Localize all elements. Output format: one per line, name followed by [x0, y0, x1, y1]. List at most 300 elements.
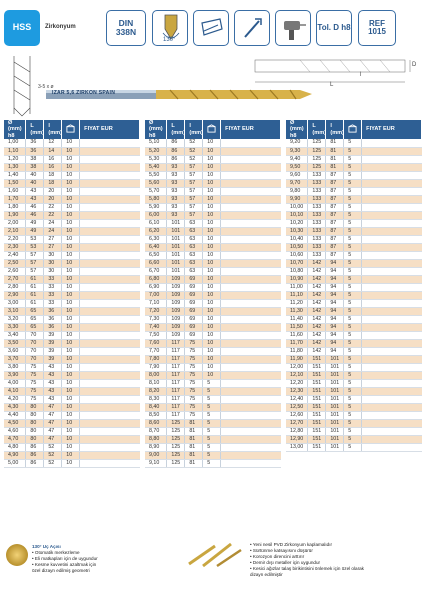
- table-row: [145, 171, 281, 179]
- table-cell: 30: [44, 259, 62, 267]
- price-cell: [221, 211, 281, 219]
- tolerance-badge: Tol. D h8: [316, 10, 352, 46]
- table-cell: 12,90: [286, 435, 308, 443]
- table-cell: 10,90: [286, 275, 308, 283]
- table-cell: 5: [344, 395, 362, 403]
- table-cell: 151: [308, 387, 326, 395]
- column-header: FIYAT EUR: [362, 120, 422, 139]
- table-row: [145, 411, 281, 419]
- table-cell: 10: [203, 283, 221, 291]
- table-cell: 5,30: [145, 155, 167, 163]
- table-cell: 5: [344, 331, 362, 339]
- table-cell: 5: [344, 387, 362, 395]
- table-cell: 109: [167, 307, 185, 315]
- table-cell: 117: [167, 371, 185, 379]
- table-cell: 80: [26, 403, 44, 411]
- right-feature-item: • Kesici ağızlar talaş birikintisini önlemek için özel olarak: [250, 566, 364, 571]
- table-row: [286, 403, 422, 411]
- table-cell: 38: [26, 155, 44, 163]
- table-cell: 61: [26, 299, 44, 307]
- table-cell: 94: [326, 323, 344, 331]
- table-row: [145, 203, 281, 211]
- price-cell: [80, 307, 140, 315]
- table-header-row: [145, 120, 281, 139]
- table-cell: 6,20: [145, 227, 167, 235]
- table-cell: 9,40: [286, 155, 308, 163]
- price-cell: [80, 379, 140, 387]
- table-cell: 1,10: [4, 147, 26, 155]
- table-cell: 5: [344, 371, 362, 379]
- table-cell: 93: [167, 171, 185, 179]
- table-cell: 9,70: [286, 179, 308, 187]
- price-cell: [221, 139, 281, 147]
- rotation-icon: [234, 10, 270, 46]
- shank-note: 3-5 x ø: [38, 84, 54, 90]
- table-cell: 8,60: [145, 419, 167, 427]
- table-cell: 47: [44, 411, 62, 419]
- table-row: [4, 203, 140, 211]
- table-cell: 36: [44, 315, 62, 323]
- table-row: [4, 387, 140, 395]
- table-cell: 10: [203, 307, 221, 315]
- table-cell: 20: [44, 195, 62, 203]
- table-cell: 22: [44, 211, 62, 219]
- table-cell: 5: [344, 171, 362, 179]
- table-cell: 43: [26, 187, 44, 195]
- table-cell: 142: [308, 275, 326, 283]
- table-cell: 5,00: [4, 459, 26, 467]
- table-cell: 10: [62, 299, 80, 307]
- table-cell: 5: [344, 299, 362, 307]
- table-row: [286, 163, 422, 171]
- right-features: [250, 542, 420, 578]
- table-cell: 5: [344, 379, 362, 387]
- table-cell: 5: [344, 267, 362, 275]
- price-cell: [80, 427, 140, 435]
- table-cell: 30: [44, 251, 62, 259]
- column-header: Ø (mm) h8: [145, 120, 167, 139]
- table-cell: 40: [26, 171, 44, 179]
- table-cell: 10: [62, 363, 80, 371]
- table-cell: 5: [344, 203, 362, 211]
- table-row: [145, 419, 281, 427]
- price-cell: [362, 251, 422, 259]
- table-cell: 10: [62, 315, 80, 323]
- table-cell: 10: [62, 259, 80, 267]
- table-cell: 5: [203, 403, 221, 411]
- table-cell: 5: [344, 275, 362, 283]
- table-row: [4, 347, 140, 355]
- table-cell: 1,60: [4, 187, 26, 195]
- table-cell: 4,20: [4, 395, 26, 403]
- price-cell: [80, 323, 140, 331]
- table-cell: 10: [62, 171, 80, 179]
- table-cell: 93: [167, 203, 185, 211]
- table-row: [286, 323, 422, 331]
- table-row: [145, 443, 281, 451]
- table-row: [145, 307, 281, 315]
- table-row: [145, 187, 281, 195]
- table-cell: 69: [185, 299, 203, 307]
- table-cell: 18: [44, 179, 62, 187]
- table-cell: 5: [344, 211, 362, 219]
- table-cell: 81: [185, 443, 203, 451]
- table-row: [286, 139, 422, 147]
- table-row: [4, 395, 140, 403]
- table-cell: 8,30: [145, 395, 167, 403]
- price-cell: [80, 443, 140, 451]
- column-header: [62, 120, 80, 139]
- table-row: [145, 315, 281, 323]
- table-cell: 109: [167, 315, 185, 323]
- left-feature-title: 130° Uç Açısı: [32, 544, 61, 549]
- price-cell: [362, 387, 422, 395]
- price-cell: [221, 195, 281, 203]
- table-cell: 5: [344, 219, 362, 227]
- table-cell: 5: [344, 187, 362, 195]
- table-cell: 9,80: [286, 187, 308, 195]
- price-cell: [80, 355, 140, 363]
- table-cell: 36: [26, 139, 44, 147]
- table-cell: 75: [185, 395, 203, 403]
- table-cell: 36: [44, 307, 62, 315]
- table-cell: 10: [203, 219, 221, 227]
- pack-quantity-icon: [348, 124, 357, 133]
- price-cell: [80, 363, 140, 371]
- table-cell: 69: [185, 291, 203, 299]
- table-cell: 1,90: [4, 211, 26, 219]
- table-cell: 10: [62, 371, 80, 379]
- price-cell: [221, 315, 281, 323]
- table-cell: 142: [308, 259, 326, 267]
- table-cell: 57: [185, 171, 203, 179]
- table-cell: 94: [326, 299, 344, 307]
- table-cell: 75: [185, 387, 203, 395]
- table-row: [286, 235, 422, 243]
- price-cell: [80, 451, 140, 459]
- table-cell: 142: [308, 339, 326, 347]
- table-cell: 5: [344, 419, 362, 427]
- table-cell: 5: [344, 291, 362, 299]
- table-cell: 125: [308, 147, 326, 155]
- table-cell: 86: [167, 155, 185, 163]
- table-cell: 94: [326, 347, 344, 355]
- price-cell: [221, 379, 281, 387]
- table-cell: 10,80: [286, 267, 308, 275]
- table-cell: 9,00: [145, 451, 167, 459]
- price-cell: [80, 235, 140, 243]
- left-feature-item: özel dizayn edilmiş geometri: [32, 568, 90, 573]
- table-cell: 81: [326, 139, 344, 147]
- price-cell: [80, 411, 140, 419]
- table-row: [145, 427, 281, 435]
- table-cell: 133: [308, 243, 326, 251]
- table-row: [4, 323, 140, 331]
- table-cell: 10: [62, 387, 80, 395]
- table-row: [145, 259, 281, 267]
- table-cell: 13,00: [286, 443, 308, 451]
- table-row: [4, 315, 140, 323]
- table-cell: 5: [344, 155, 362, 163]
- price-cell: [362, 323, 422, 331]
- table-cell: 101: [167, 259, 185, 267]
- table-cell: 3,20: [4, 315, 26, 323]
- table-cell: 10: [62, 339, 80, 347]
- table-cell: 101: [326, 395, 344, 403]
- table-cell: 125: [167, 435, 185, 443]
- table-cell: 87: [326, 203, 344, 211]
- table-cell: 10: [203, 139, 221, 147]
- table-row: [4, 355, 140, 363]
- table-cell: 10: [62, 243, 80, 251]
- table-cell: 151: [308, 411, 326, 419]
- table-cell: 81: [185, 435, 203, 443]
- table-cell: 10: [62, 155, 80, 163]
- price-cell: [221, 267, 281, 275]
- table-row: [286, 147, 422, 155]
- table-cell: 101: [326, 411, 344, 419]
- price-cell: [80, 227, 140, 235]
- table-row: [145, 395, 281, 403]
- table-row: [286, 427, 422, 435]
- price-cell: [80, 211, 140, 219]
- table-cell: 63: [185, 259, 203, 267]
- table-cell: 133: [308, 235, 326, 243]
- price-cell: [80, 387, 140, 395]
- point-photo: [6, 544, 28, 566]
- table-cell: 10: [62, 275, 80, 283]
- table-cell: 2,90: [4, 291, 26, 299]
- table-cell: 5: [203, 451, 221, 459]
- price-cell: [221, 419, 281, 427]
- table-cell: 80: [26, 411, 44, 419]
- table-cell: 109: [167, 299, 185, 307]
- price-cell: [362, 363, 422, 371]
- table-cell: 4,80: [4, 443, 26, 451]
- table-row: [4, 419, 140, 427]
- table-cell: 101: [167, 251, 185, 259]
- table-row: [4, 155, 140, 163]
- table-cell: 10: [62, 179, 80, 187]
- table-cell: 14: [44, 147, 62, 155]
- table-cell: 12,50: [286, 403, 308, 411]
- table-cell: 10: [62, 395, 80, 403]
- price-cell: [362, 379, 422, 387]
- price-cell: [80, 347, 140, 355]
- table-row: [4, 363, 140, 371]
- table-cell: 11,50: [286, 323, 308, 331]
- table-cell: 53: [26, 235, 44, 243]
- table-cell: 52: [185, 139, 203, 147]
- table-cell: 5: [344, 427, 362, 435]
- left-feature-item: • Kesme kuvvetini azaltmak için: [32, 562, 97, 567]
- table-cell: 9,50: [286, 163, 308, 171]
- price-cell: [221, 347, 281, 355]
- table-row: [286, 307, 422, 315]
- table-cell: 125: [167, 427, 185, 435]
- table-row: [4, 171, 140, 179]
- table-cell: 10: [203, 227, 221, 235]
- table-cell: 94: [326, 339, 344, 347]
- table-cell: 65: [26, 315, 44, 323]
- table-cell: 57: [26, 251, 44, 259]
- table-row: [4, 459, 140, 467]
- table-cell: 5,70: [145, 187, 167, 195]
- table-cell: 12,80: [286, 427, 308, 435]
- table-cell: 3,30: [4, 323, 26, 331]
- table-cell: 2,70: [4, 275, 26, 283]
- table-row: [4, 403, 140, 411]
- table-cell: 5: [344, 163, 362, 171]
- price-cell: [80, 371, 140, 379]
- table-cell: 75: [185, 339, 203, 347]
- table-cell: 5: [344, 227, 362, 235]
- table-row: [4, 379, 140, 387]
- table-cell: 151: [308, 371, 326, 379]
- price-cell: [221, 323, 281, 331]
- table-row: [145, 235, 281, 243]
- table-cell: 101: [167, 243, 185, 251]
- table-cell: 81: [185, 459, 203, 467]
- table-cell: 18: [44, 171, 62, 179]
- price-cell: [80, 283, 140, 291]
- price-cell: [80, 275, 140, 283]
- table-row: [4, 227, 140, 235]
- price-cell: [221, 227, 281, 235]
- table-cell: 22: [44, 203, 62, 211]
- table-cell: 101: [167, 227, 185, 235]
- table-cell: 6,10: [145, 219, 167, 227]
- table-header-row: [286, 120, 422, 139]
- table-cell: 69: [185, 307, 203, 315]
- table-cell: 3,10: [4, 307, 26, 315]
- table-cell: 39: [44, 339, 62, 347]
- price-cell: [221, 187, 281, 195]
- table-cell: 94: [326, 275, 344, 283]
- price-cell: [80, 147, 140, 155]
- table-row: [286, 347, 422, 355]
- table-cell: 81: [185, 419, 203, 427]
- table-cell: 12,60: [286, 411, 308, 419]
- table-row: [286, 275, 422, 283]
- table-cell: 142: [308, 267, 326, 275]
- price-cell: [362, 139, 422, 147]
- table-cell: 8,90: [145, 443, 167, 451]
- table-cell: 93: [167, 187, 185, 195]
- table-cell: 57: [185, 211, 203, 219]
- table-cell: 47: [44, 427, 62, 435]
- price-cell: [80, 251, 140, 259]
- table-cell: 10: [203, 243, 221, 251]
- table-cell: 52: [185, 147, 203, 155]
- column-header: FIYAT EUR: [80, 120, 140, 139]
- table-cell: 10: [62, 203, 80, 211]
- table-cell: 11,10: [286, 291, 308, 299]
- table-cell: 94: [326, 259, 344, 267]
- table-cell: 10: [62, 283, 80, 291]
- table-cell: 24: [44, 227, 62, 235]
- table-cell: 63: [185, 227, 203, 235]
- table-cell: 12,20: [286, 379, 308, 387]
- table-cell: 46: [26, 211, 44, 219]
- table-cell: 5: [344, 307, 362, 315]
- coating-label: Zirkonyum: [45, 24, 76, 30]
- price-cell: [362, 267, 422, 275]
- table-cell: 125: [167, 459, 185, 467]
- table-cell: 101: [326, 363, 344, 371]
- table-cell: 87: [326, 211, 344, 219]
- table-cell: 142: [308, 323, 326, 331]
- table-cell: 125: [308, 139, 326, 147]
- table-row: [286, 251, 422, 259]
- table-cell: 5: [203, 395, 221, 403]
- table-cell: 117: [167, 363, 185, 371]
- price-cell: [362, 195, 422, 203]
- ref-badge: REF 1015: [358, 10, 396, 46]
- price-cell: [221, 243, 281, 251]
- drill-line-drawing: [255, 60, 410, 82]
- table-cell: 5: [344, 179, 362, 187]
- price-cell: [362, 307, 422, 315]
- table-cell: 57: [26, 259, 44, 267]
- table-cell: 1,20: [4, 155, 26, 163]
- table-cell: 5: [203, 443, 221, 451]
- table-cell: 3,70: [4, 355, 26, 363]
- table-cell: 5,60: [145, 179, 167, 187]
- table-cell: 142: [308, 307, 326, 315]
- table-cell: 133: [308, 195, 326, 203]
- table-cell: 109: [167, 331, 185, 339]
- table-cell: 69: [185, 275, 203, 283]
- table-cell: 80: [26, 427, 44, 435]
- table-cell: 81: [326, 147, 344, 155]
- drill-tip-diagram: [14, 56, 30, 116]
- price-cell: [221, 147, 281, 155]
- table-row: [286, 219, 422, 227]
- table-cell: 9,20: [286, 139, 308, 147]
- column-header: [344, 120, 362, 139]
- table-cell: 10: [203, 147, 221, 155]
- table-row: [4, 195, 140, 203]
- price-cell: [221, 235, 281, 243]
- table-cell: 5: [344, 259, 362, 267]
- table-row: [4, 427, 140, 435]
- table-row: [4, 371, 140, 379]
- table-row: [286, 371, 422, 379]
- table-cell: 43: [26, 195, 44, 203]
- table-cell: 10: [203, 275, 221, 283]
- table-row: [4, 443, 140, 451]
- table-row: [286, 267, 422, 275]
- table-cell: 11,90: [286, 355, 308, 363]
- table-cell: 52: [44, 459, 62, 467]
- table-cell: 10: [203, 211, 221, 219]
- table-cell: 10: [62, 355, 80, 363]
- price-cell: [362, 347, 422, 355]
- table-row: [4, 299, 140, 307]
- table-row: [145, 227, 281, 235]
- table-row: [286, 283, 422, 291]
- table-cell: 1,80: [4, 203, 26, 211]
- table-row: [286, 259, 422, 267]
- price-cell: [80, 459, 140, 467]
- table-cell: 36: [26, 147, 44, 155]
- table-cell: 3,50: [4, 339, 26, 347]
- table-cell: 117: [167, 355, 185, 363]
- table-cell: 117: [167, 339, 185, 347]
- table-cell: 10: [203, 371, 221, 379]
- table-row: [145, 267, 281, 275]
